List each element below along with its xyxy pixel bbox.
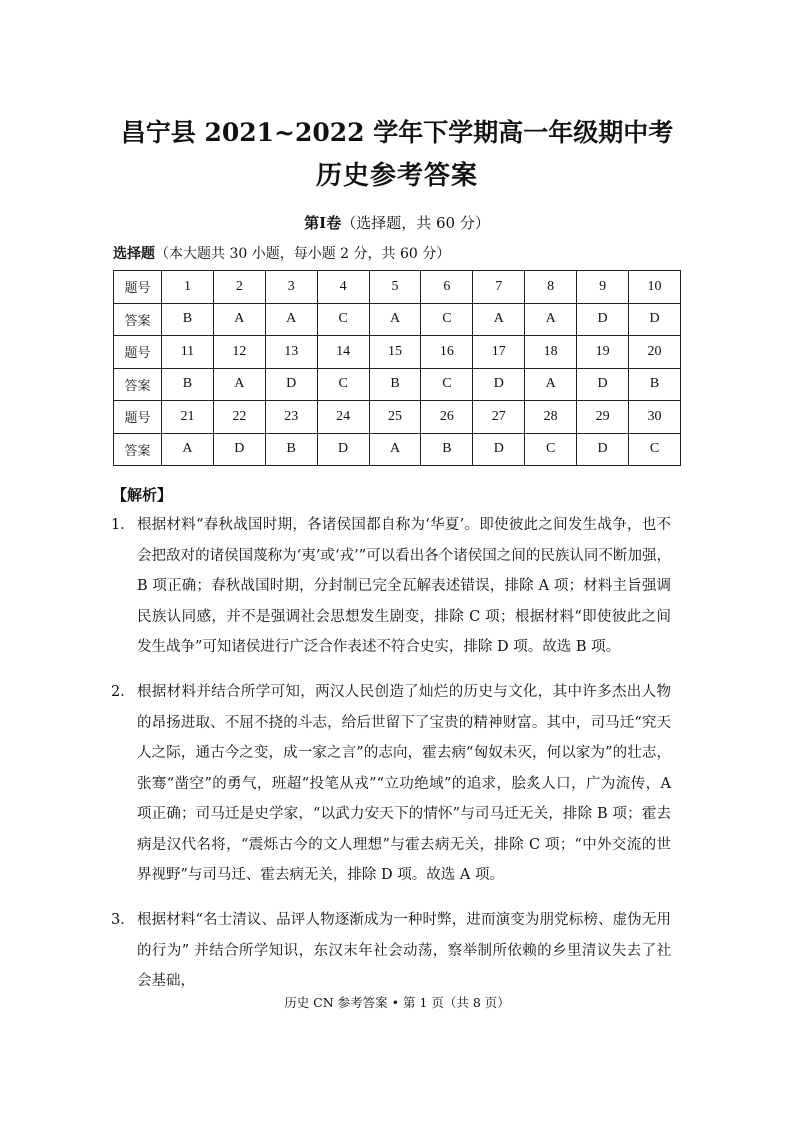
analysis-heading: 【解析】	[112, 486, 173, 504]
table-cell: B	[369, 368, 421, 401]
table-cell: C	[421, 368, 473, 401]
table-cell: 27	[473, 401, 525, 434]
item-text: 根据材料并结合所学可知，两汉人民创造了灿烂的历史与文化，其中许多杰出人物的昂扬进取、不屈不挠的斗志，给后世留下了宝贵的精神财富。其中，司马迁“究天人之际，通古今之变，成一家之言”的志向，霍去病“匈奴未灭，何以家为”的壮志，张骞“凿空”的勇气，班超“投笔从戎”“立功绝域”的追求，脍炙人口，广为流传，A 项正确；司马迁是史学家，“以武力安天下的情怀”与司马迁无关，排除 B 项；霍去病是汉代名将，“震烁古今的文人理想”与霍去病无关，排除 C 项；“中外交流的世界视野”与司马迁、霍去病无关，排除 D 项。故选 A 项。	[137, 684, 671, 883]
choice-intro	[113, 243, 450, 263]
item-number: 1．	[111, 517, 135, 533]
page-footer: 历史 CN 参考答案 • 第 1 页（共 8 页）	[284, 995, 510, 1010]
table-cell: 20	[629, 336, 681, 369]
table-cell: 17	[473, 336, 525, 369]
table-cell: A	[525, 303, 577, 336]
table-cell: 29	[577, 401, 629, 434]
table-cell: 14	[317, 336, 369, 369]
table-cell: 3	[265, 271, 317, 304]
table-cell: 16	[421, 336, 473, 369]
table-cell: B	[421, 433, 473, 466]
item-text: 根据材料“春秋战国时期，各诸侯国都自称为‘华夏’。即使彼此之间发生战争，也不会把敌对的诸侯国蔑称为‘夷’或‘戎’”可以看出各个诸侯国之间的民族认同不断加强，B 项正确；春秋战国时期，分封制已完全瓦解表述错误，排除 A 项；材料主旨强调民族认同感，并不是强调社会思想发生剧变，排除 C 项；根据材料“即使彼此之间发生战争”可知诸侯进行广泛合作表述不符合史实，排除 D 项。故选 B 项。	[137, 517, 671, 655]
table-cell: 21	[162, 401, 214, 434]
table-cell: A	[162, 433, 214, 466]
table-cell: 6	[421, 271, 473, 304]
table-cell: 2	[213, 271, 265, 304]
table-cell: 23	[265, 401, 317, 434]
table-cell: C	[525, 433, 577, 466]
table-cell: A	[265, 303, 317, 336]
table-cell: 13	[265, 336, 317, 369]
table-cell: 24	[317, 401, 369, 434]
row-header: 答案	[114, 433, 162, 466]
table-cell: D	[317, 433, 369, 466]
table-cell: C	[421, 303, 473, 336]
page-title-line2: 历史参考答案	[315, 161, 478, 191]
page-title-line1: 昌宁县 2021~2022 学年下学期高一年级期中考	[120, 118, 674, 147]
analysis-item	[113, 510, 671, 663]
table-cell: 7	[473, 271, 525, 304]
table-cell: 1	[162, 271, 214, 304]
row-header: 题号	[114, 271, 162, 304]
table-cell: D	[213, 433, 265, 466]
table-cell: B	[162, 368, 214, 401]
table-cell: D	[265, 368, 317, 401]
section-label: 第Ⅰ卷	[304, 214, 342, 232]
table-cell: A	[213, 303, 265, 336]
table-cell: 12	[213, 336, 265, 369]
table-cell: 9	[577, 271, 629, 304]
table-cell: D	[577, 433, 629, 466]
table-cell: D	[473, 433, 525, 466]
table-cell: 4	[317, 271, 369, 304]
answer-table	[113, 270, 681, 466]
row-header: 答案	[114, 303, 162, 336]
row-header: 题号	[114, 401, 162, 434]
table-cell: 26	[421, 401, 473, 434]
section-detail: （选择题，共 60 分）	[341, 214, 490, 232]
table-cell: 22	[213, 401, 265, 434]
table-cell: A	[369, 303, 421, 336]
item-number: 3．	[111, 912, 135, 928]
section-heading	[0, 212, 794, 233]
choice-detail: （本大题共 30 小题，每小题 2 分，共 60 分）	[155, 246, 451, 262]
table-row	[114, 336, 681, 369]
table-cell: 25	[369, 401, 421, 434]
table-cell: 15	[369, 336, 421, 369]
table-cell: D	[473, 368, 525, 401]
table-row	[114, 368, 681, 401]
table-cell: D	[629, 303, 681, 336]
table-cell: A	[369, 433, 421, 466]
choice-label: 选择题	[113, 246, 155, 262]
table-cell: B	[162, 303, 214, 336]
table-cell: 28	[525, 401, 577, 434]
table-cell: A	[525, 368, 577, 401]
row-header: 答案	[114, 368, 162, 401]
table-row	[114, 271, 681, 304]
table-cell: B	[265, 433, 317, 466]
table-cell: D	[577, 368, 629, 401]
table-cell: C	[317, 368, 369, 401]
analysis-item	[113, 905, 671, 997]
table-cell: 18	[525, 336, 577, 369]
table-cell: C	[629, 433, 681, 466]
table-row	[114, 401, 681, 434]
item-number: 2．	[111, 684, 135, 700]
table-cell: 30	[629, 401, 681, 434]
row-header: 题号	[114, 336, 162, 369]
table-cell: B	[629, 368, 681, 401]
analysis-item	[113, 677, 671, 891]
table-cell: D	[577, 303, 629, 336]
table-row	[114, 433, 681, 466]
table-cell: 11	[162, 336, 214, 369]
table-cell: 5	[369, 271, 421, 304]
table-cell: 10	[629, 271, 681, 304]
table-cell: 8	[525, 271, 577, 304]
table-cell: A	[213, 368, 265, 401]
table-cell: A	[473, 303, 525, 336]
item-text: 根据材料“名士清议、品评人物逐渐成为一种时弊，进而演变为朋党标榜、虚伪无用的行为” 并结合所学知识，东汉末年社会动荡，察举制所依赖的乡里清议失去了社会基础，	[137, 912, 671, 989]
table-cell: C	[317, 303, 369, 336]
table-row	[114, 303, 681, 336]
table-cell: 19	[577, 336, 629, 369]
